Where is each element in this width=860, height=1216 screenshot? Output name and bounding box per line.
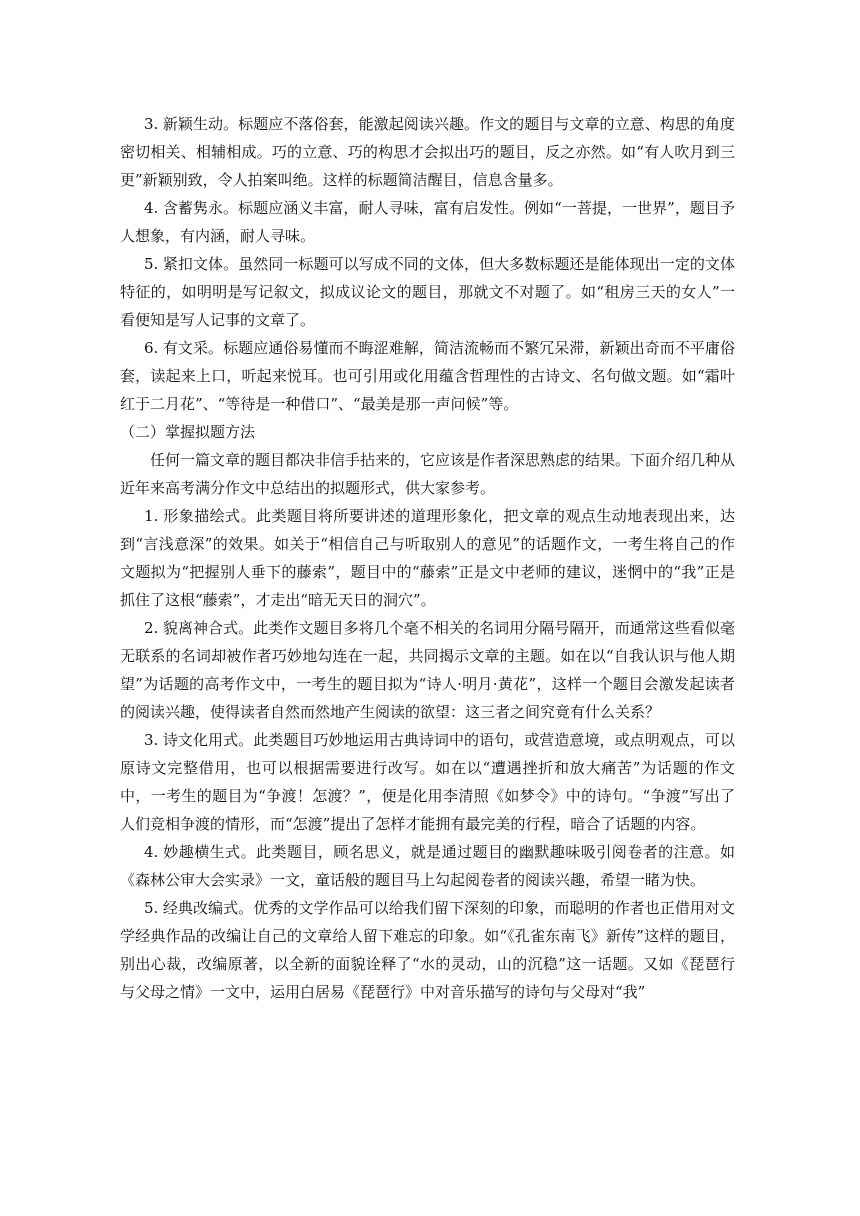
item-number: 6.	[144, 339, 159, 357]
item-text: 形象描绘式。此类题目将所要讲述的道理形象化，把文章的观点生动地表现出来，达到“言浅意深”的效果。如关于“相信自己与听取别人的意见”的话题作文，一考生将自己的作文题拟为“把握别人垂下的藤索”，题目中的“藤索”正是文中老师的建议，迷惘中的“我”正是抓住了这根“藤索”，才走出“暗无天日的洞穴”。	[120, 507, 735, 609]
section-heading: （二）掌握拟题方法	[120, 423, 256, 441]
list-item-method-5	[120, 894, 735, 1006]
item-number: 1.	[144, 507, 159, 525]
list-item-method-2	[120, 614, 735, 726]
item-number: 5.	[144, 255, 159, 273]
item-text: 新颖生动。标题应不落俗套，能激起阅读兴趣。作文的题目与文章的立意、构思的角度密切相关、相辅相成。巧的立意、巧的构思才会拟出巧的题目，反之亦然。如“有人吹月到三更”新颖别致，令人拍案叫绝。这样的标题简洁醒目，信息含量多。	[120, 115, 735, 189]
item-number: 3.	[144, 731, 159, 749]
item-number: 3.	[144, 115, 159, 133]
item-text: 含蓄隽永。标题应涵义丰富，耐人寻味，富有启发性。例如“一菩提，一世界”，题目予人想象，有内涵，耐人寻味。	[120, 199, 735, 245]
document-body	[120, 110, 735, 1006]
item-number: 4.	[144, 199, 159, 217]
item-number: 5.	[144, 899, 159, 917]
item-text: 貌离神合式。此类作文题目多将几个毫不相关的名词用分隔号隔开，而通常这些看似毫无联系的名词却被作者巧妙地勾连在一起，共同揭示文章的主题。如在以“自我认识与他人期望”为话题的高考作文中，一考生的题目拟为“诗人·明月·黄花”，这样一个题目会激发起读者的阅读兴趣，使得读者自然而然地产生阅读的欲望：这三者之间究竟有什么关系？	[120, 619, 735, 721]
intro-paragraph: 任何一篇文章的题目都决非信手拈来的，它应该是作者深思熟虑的结果。下面介绍几种从近年来高考满分作文中总结出的拟题形式，供大家参考。	[120, 451, 736, 497]
item-text: 紧扣文体。虽然同一标题可以写成不同的文体，但大多数标题还是能体现出一定的文体特征的，如明明是写记叙文，拟成议论文的题目，那就文不对题了。如“租房三天的女人”一看便知是写人记事的文章了。	[120, 255, 735, 329]
item-number: 4.	[144, 843, 159, 861]
item-text: 有文采。标题应通俗易懂而不晦涩难解，简洁流畅而不繁冗呆滞，新颖出奇而不平庸俗套，读起来上口，听起来悦耳。也可引用或化用蕴含哲理性的古诗文、名句做文题。如“霜叶红于二月花”、“等待是一种借口”、“最美是那一声问候”等。	[120, 339, 735, 413]
list-item-criteria-5	[120, 250, 735, 334]
list-item-method-4	[120, 838, 735, 894]
list-item-criteria-3	[120, 110, 735, 194]
item-text: 经典改编式。优秀的文学作品可以给我们留下深刻的印象，而聪明的作者也正借用对文学经典作品的改编让自己的文章给人留下难忘的印象。如“《孔雀东南飞》新传”这样的题目，别出心裁，改编原著，以全新的面貌诠释了“水的灵动，山的沉稳”这一话题。又如《琵琶行与父母之情》一文中，运用白居易《琵琶行》中对音乐描写的诗句与父母对“我”	[120, 899, 735, 1001]
list-item-method-3	[120, 726, 735, 838]
item-text: 诗文化用式。此类题目巧妙地运用古典诗词中的语句，或营造意境，或点明观点，可以原诗文完整借用，也可以根据需要进行改写。如在以“遭遇挫折和放大痛苦”为话题的作文中，一考生的题目为“争渡！怎渡？”，便是化用李清照《如梦令》中的诗句。“争渡”写出了人们竞相争渡的情形，而“怎渡”提出了怎样才能拥有最完美的行程，暗合了话题的内容。	[120, 731, 735, 833]
item-text: 妙趣横生式。此类题目，顾名思义，就是通过题目的幽默趣味吸引阅卷者的注意。如《森林公审大会实录》一文，童话般的题目马上勾起阅卷者的阅读兴趣，希望一睹为快。	[120, 843, 735, 889]
list-item-criteria-6	[120, 334, 735, 418]
list-item-criteria-4	[120, 194, 735, 250]
item-number: 2.	[144, 619, 159, 637]
list-item-method-1	[120, 502, 735, 614]
